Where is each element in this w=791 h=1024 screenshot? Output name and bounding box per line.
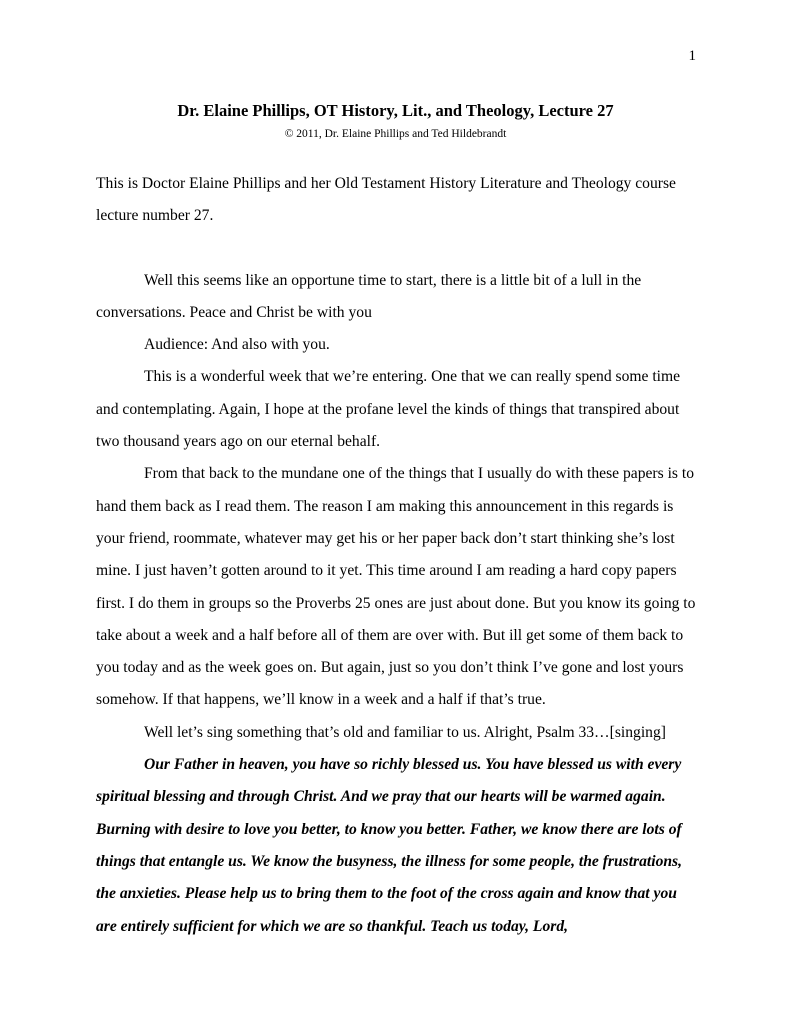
opening-paragraph: Well this seems like an opportune time to start, there is a little bit of a lull in the conversations. Peace and Christ be with you	[96, 271, 642, 321]
transcript-body	[96, 168, 696, 943]
prayer-paragraph: Our Father in heaven, you have so richly blessed us. You have blessed us with every spiritual blessing and through Christ. And we pray that our hearts will be warmed again. Burning with desire to love you better, to know you better. Father, we know there are lots of things that entangle us. We know the busyness, the illness for some people, the frustrations, the anxieties. Please help us to bring them to the foot of the cross again and know that you are entirely sufficient for which we are so thankful. Teach us today, Lord,	[96, 756, 683, 935]
audience-response: Audience: And also with you.	[144, 336, 330, 354]
intro-paragraph: This is Doctor Elaine Phillips and her Old Testament History Literature and Theology course lecture number 27.	[96, 175, 676, 225]
document-title: Dr. Elaine Phillips, OT History, Lit., and Theology, Lecture 27	[177, 101, 614, 120]
papers-paragraph: From that back to the mundane one of the things that I usually do with these papers is to hand them back as I read them. The reason I am making this announcement in this regards is your friend, roommate, whatever may get his or her paper back don’t start thinking she’s lost mine. I just haven’t gotten around to it yet. This time around I am reading a hard copy papers first. I do them in groups so the Proverbs 25 ones are just about done. But you know its going to take about a week and a half before all of them are over with. But ill get some of them back to you today and as the week goes on. But again, just so you don’t think I’ve gone and lost yours somehow. If that happens, we’ll know in a week and a half if that’s true.	[96, 465, 696, 709]
singing-paragraph: Well let’s sing something that’s old and familiar to us. Alright, Psalm 33…[singing]	[144, 723, 666, 741]
page-number: 1	[688, 48, 696, 64]
week-paragraph: This is a wonderful week that we’re entering. One that we can really spend some time and contemplating. Again, I hope at the profane level the kinds of things that transpired about two thousand years ago on our eternal behalf.	[96, 368, 681, 451]
copyright-line: © 2011, Dr. Elaine Phillips and Ted Hildebrandt	[284, 128, 507, 140]
